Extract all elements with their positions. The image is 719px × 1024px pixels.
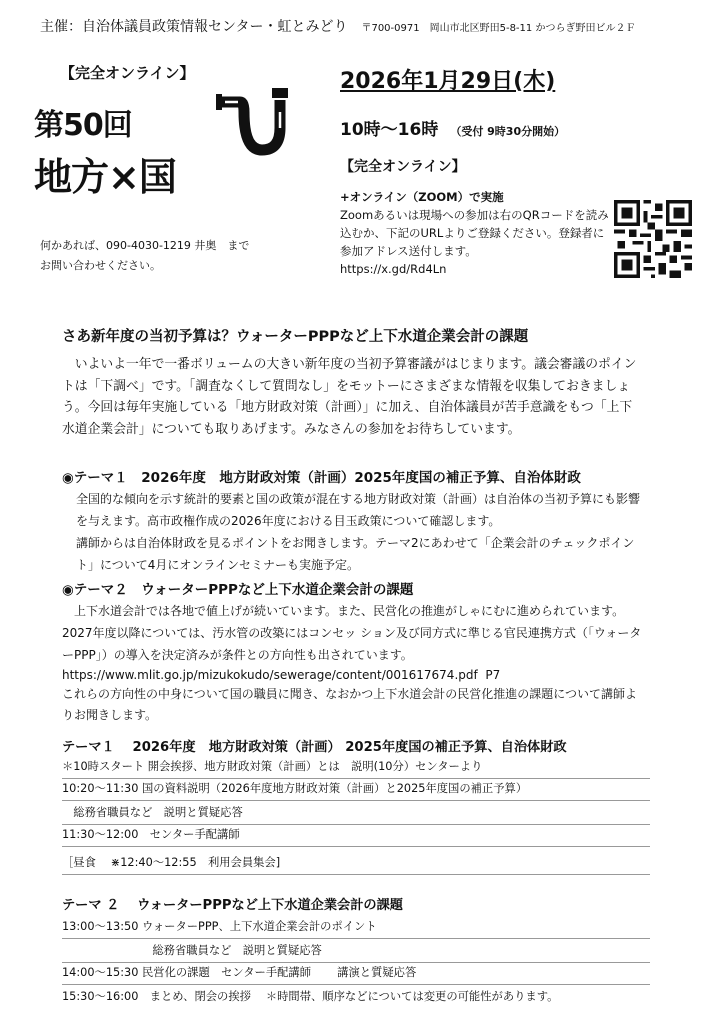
water-pipe-icon (214, 82, 298, 166)
schedule2-row: 13:00〜13:50 ウォーターPPP、上下水道企業会計のポイント (62, 916, 650, 939)
qr-code-icon[interactable] (614, 200, 692, 278)
event-date: 2026年1月29日(木) (340, 69, 556, 94)
theme1-heading: ◉テーマ１ 2026年度 地方財政対策（計画）2025年度国の補正予算、自治体財政 (62, 470, 581, 486)
theme2-paragraph1: 上下水道会計では各地で値上げが続いています。また、民営化の推進がしゃにむに進められています。2027年度以降については、汚水管の改築にはコンセッ ション及び同方式に準じる官民連携方式（「ウォーターPPP」）の導入を決定済みが条件との方向性も出されています。 (62, 604, 642, 662)
organizer-name: 主催：自治体議員政策情報センター・虹とみどり (40, 19, 348, 35)
organizer-address: 〒700-0971 岡山市北区野田5-8-11 かつらぎ野田ビル２Ｆ (361, 23, 636, 34)
schedule1-row: ［昼食 ⋇12:40〜12:55 利用会員集会] (62, 852, 650, 875)
schedule2-row: 14:00〜15:30 民営化の課題 センター手配講師 講演と質疑応答 (62, 962, 650, 985)
contact-line1: 何かあれば、090-4030-1219 井奥 まで (40, 239, 250, 252)
event-time (340, 115, 565, 140)
zoom-url[interactable]: https://x.gd/Rd4Ln (340, 262, 447, 276)
contact-line2: お問い合わせください。 (40, 259, 161, 272)
online-tag-right: 【完全オンライン】 (340, 159, 466, 175)
contact-info (40, 236, 249, 276)
organizer-line (40, 16, 635, 36)
theme1-paragraph2: 講師からは自治体財政を見るポイントをお聞きします。テーマ2にあわせて「企業会計のチェックポイント」について4月にオンラインセミナーも実施予定。 (76, 536, 635, 572)
event-title: 地方×国 (34, 155, 176, 199)
zoom-title: +オンライン（ZOOM）で実施 (340, 190, 504, 204)
theme2-url-line (62, 668, 500, 682)
intro-paragraph: いよいよ一年で一番ボリュームの大きい新年度の当初予算審議がはじまります。議会審議のポイントは「下調べ」です。「調査なくして質問なし」をモットーにさまざまな情報を収集しておきましょう。今回は毎年実施している「地方財政対策（計画）」に加え、自治体議員が苦手意識をもつ「上下水道企業会計」についても取りあげます。みなさんの参加をお待ちしています。 (62, 357, 637, 437)
event-hours: 10時〜16時 (340, 120, 439, 140)
schedule1-row: 11:30〜12:00 センター手配講師 (62, 824, 650, 847)
theme2-paragraph2: これらの方向性の中身について国の職員に聞き、なおかつ上下水道会計の民営化推進の課題について講師よりお聞きします。 (62, 687, 638, 722)
theme2-url[interactable]: https://www.mlit.go.jp/mizukokudo/sewerage/content/001617674.pdf (62, 668, 478, 682)
event-title-number: 第50回 (34, 108, 132, 143)
schedule1-row: 10:20〜11:30 国の資料説明（2026年度地方財政対策（計画）と2025年度国の補正予算） (62, 778, 650, 801)
theme2-url-page: P7 (485, 668, 501, 682)
schedule2-heading: テーマ ２ ウォーターPPPなど上下水道企業会計の課題 (62, 898, 403, 913)
schedule1-row: ＊10時スタート 開会挨拶、地方財政対策（計画）とは 説明(10分）センターより (62, 756, 650, 779)
online-tag: 【完全オンライン】 (60, 64, 195, 82)
schedule2-row: 総務省職員など 説明と質疑応答 (62, 940, 650, 963)
schedule1-heading: テーマ１ 2026年度 地方財政対策（計画） 2025年度国の補正予算、自治体財政 (62, 740, 567, 755)
schedule2-row: 15:30〜16:00 まとめ、閉会の挨拶 ＊時間帯、順序などについては変更の可能性があります。 (62, 990, 559, 1003)
theme1-paragraph1: 全国的な傾向を示す統計的要素と国の政策が混在する地方財政対策（計画）は自治体の当初予算にも影響を与えます。高市政権作成の2026年度における目玉政策について確認します。 (76, 492, 641, 528)
zoom-info (340, 188, 610, 278)
reception-time: （受付 9時30分開始） (450, 125, 566, 138)
schedule1-row: 総務省職員など 説明と質疑応答 (62, 802, 650, 825)
zoom-body: Zoomあるいは現場への参加は右のQRコードを読み込むか、下記のURLよりご登録ください。登録者に参加アドレス送付します。 (340, 208, 609, 258)
headline: さあ新年度の当初予算は？ウォーターPPPなど上下水道企業会計の課題 (62, 329, 529, 345)
theme2-heading: ◉テーマ２ ウォーターPPPなど上下水道企業会計の課題 (62, 582, 414, 598)
